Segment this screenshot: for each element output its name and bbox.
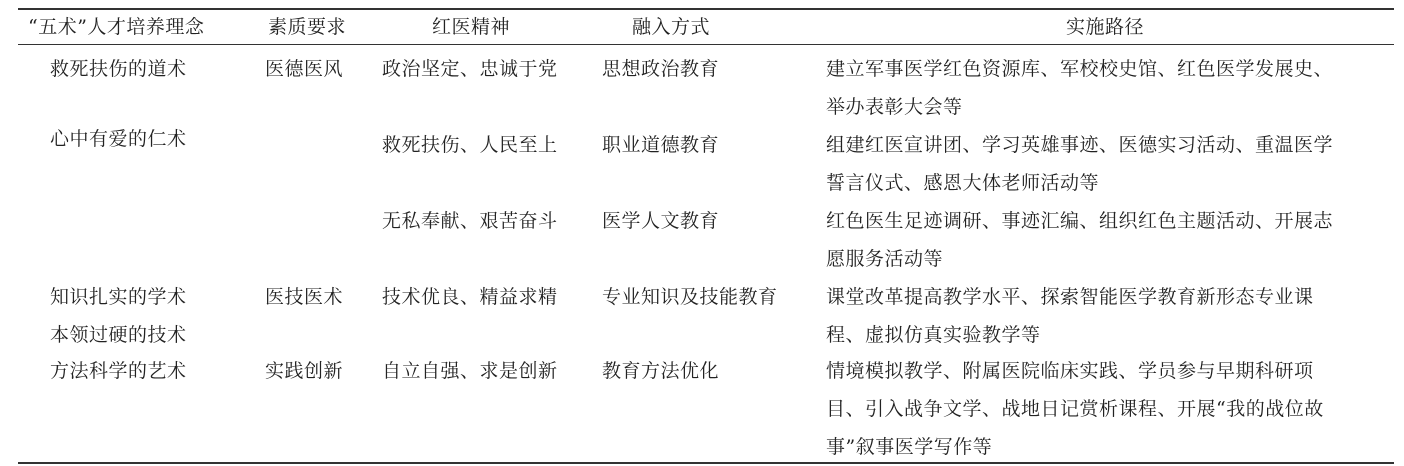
row1-spirit: 政治坚定、忠诚于党 xyxy=(382,58,558,80)
row4-method: 专业知识及技能教育 xyxy=(602,286,778,308)
row1-path-line2: 举办表彰大会等 xyxy=(826,96,963,118)
header-spirit: 红医精神 xyxy=(432,16,511,38)
row2-method: 职业道德教育 xyxy=(602,134,720,156)
row1-method: 思想政治教育 xyxy=(602,58,720,80)
header-concept: “五术”人才培养理念 xyxy=(28,16,205,38)
row5-method: 教育方法优化 xyxy=(602,360,720,382)
row1-concept: 救死扶伤的道术 xyxy=(50,58,187,80)
table-bottom-rule xyxy=(18,462,1394,464)
row5-concept: 方法科学的艺术 xyxy=(50,360,187,382)
row2-path-line1: 组建红医宣讲团、学习英雄事迹、医德实习活动、重温医学 xyxy=(826,134,1334,156)
row4-quality: 医技医术 xyxy=(265,286,344,308)
row4-path-line2: 程、虚拟仿真实验教学等 xyxy=(826,324,1041,346)
row2-concept: 心中有爱的仁术 xyxy=(50,128,187,150)
row4-path-line1: 课堂改革提高教学水平、探索智能医学教育新形态专业课 xyxy=(826,286,1314,308)
row4-concept: 知识扎实的学术 xyxy=(50,286,187,308)
row3-method: 医学人文教育 xyxy=(602,210,720,232)
row5-spirit: 自立自强、求是创新 xyxy=(382,360,558,382)
row5-quality: 实践创新 xyxy=(265,360,344,382)
row1-quality: 医德医风 xyxy=(265,58,344,80)
row5-path-line1: 情境模拟教学、附属医院临床实践、学员参与早期科研项 xyxy=(826,360,1314,382)
row5-path-line3: 事”叙事医学写作等 xyxy=(826,436,993,458)
header-quality: 素质要求 xyxy=(268,16,347,38)
row2-spirit: 救死扶伤、人民至上 xyxy=(382,134,558,156)
header-path: 实施路径 xyxy=(1066,16,1145,38)
row3-path-line1: 红色医生足迹调研、事迹汇编、组织红色主题活动、开展志 xyxy=(826,210,1334,232)
row4-concept-2: 本领过硬的技术 xyxy=(50,324,187,346)
row1-path-line1: 建立军事医学红色资源库、军校校史馆、红色医学发展史、 xyxy=(826,58,1334,80)
row2-path-line2: 誓言仪式、感恩大体老师活动等 xyxy=(826,172,1100,194)
row3-spirit: 无私奉献、艰苦奋斗 xyxy=(382,210,558,232)
row3-path-line2: 愿服务活动等 xyxy=(826,248,944,270)
row5-path-line2: 目、引入战争文学、战地日记赏析课程、开展“我的战位故 xyxy=(826,398,1324,420)
header-method: 融入方式 xyxy=(632,16,711,38)
table-header-rule xyxy=(18,44,1394,45)
row4-spirit: 技术优良、精益求精 xyxy=(382,286,558,308)
